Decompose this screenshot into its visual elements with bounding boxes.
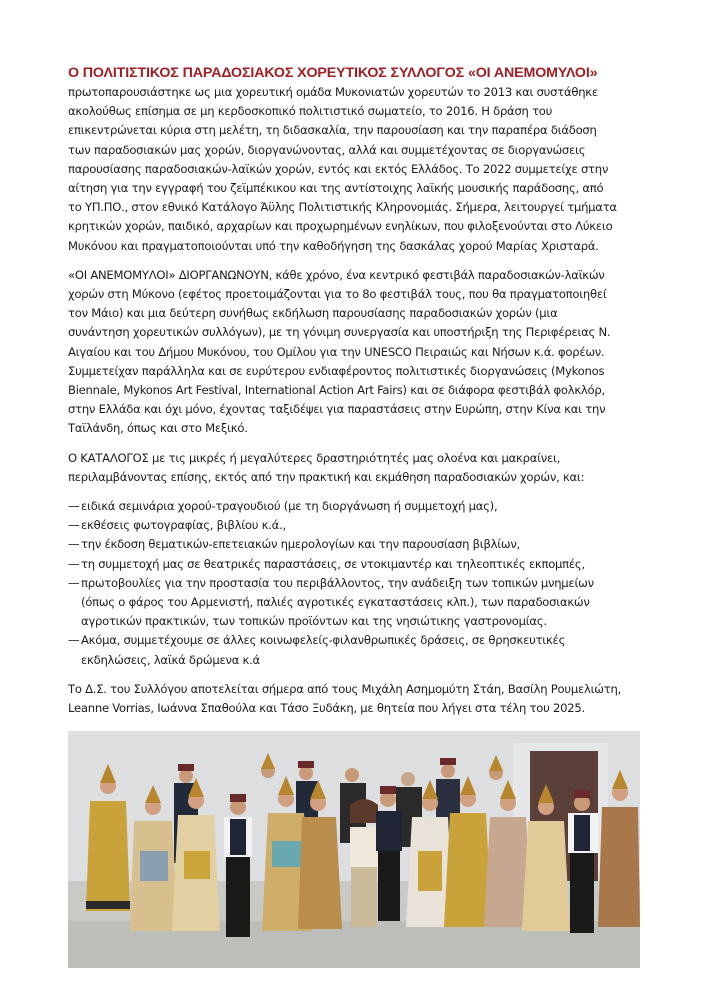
text-line: περιλαμβάνοντας επίσης, εκτός από την πρακτική και εκμάθηση παραδοσιακών χορών, και: xyxy=(68,469,585,484)
text-line: κρητικών χορών, παιδικό, αρχαρίων και προχωρημένων ενηλίκων, που φιλοξενούνται στο Λύκειο xyxy=(68,219,613,234)
text-line: «ΟΙ ΑΝΕΜΟΜΥΛΟΙ» ΔΙΟΡΓΑΝΩΝΟΥΝ, κάθε χρόνο, ένα κεντρικό φεστιβάλ παραδοσιακών-λαϊκών xyxy=(68,267,605,282)
text-line: Biennale, Mykonos Art Festival, International Action Art Fairs) και σε διάφορα φεστιβάλ φολκλόρ, xyxy=(68,383,605,398)
dash-bullet: — xyxy=(68,633,80,648)
text-line: το ΥΠ.ΠΟ., στον εθνικό Κατάλογο Άϋλης Πολιτιστικής Κληρονομιάς. Σήμερα, λειτουργεί τμήματα xyxy=(68,200,617,215)
dash-bullet: — xyxy=(68,499,80,514)
text-line: Leanne Vorrias, Ιωάννα Σπαθούλα και Τάσο Ξυδάκη, με θητεία που λήγει στα τέλη του 2025. xyxy=(68,701,585,716)
text-line: Ακόμα, συμμετέχουμε σε άλλες κοινωφελείς-φιλανθρωπικές δράσεις, σε θρησκευτικές xyxy=(81,633,566,648)
text-line: παρουσίασης παραδοσιακών-λαϊκών χορών, εντός και εκτός Ελλάδος. Το 2022 συμμετείχε στην xyxy=(68,161,609,176)
text-line: εκδηλώσεις, λαϊκά δρώμενα κ.ά xyxy=(81,652,260,667)
text-line: τη συμμετοχή μας σε θεατρικές παραστάσεις, σε ντοκιμαντέρ και τηλεοπτικές εκπομπές, xyxy=(81,556,585,571)
text-line: αγροτικών πρακτικών, των τοπικών προϊόντων και της νησιώτικης γαστρονομίας. xyxy=(81,614,547,629)
text-line: Ταϊλάνδη, όπως και στο Μεξικό. xyxy=(68,421,248,436)
text-line: την έκδοση θεματικών-επετειακών ημερολογίων και την παρουσίαση βιβλίων, xyxy=(81,537,520,552)
list-item xyxy=(68,555,648,574)
activities-list xyxy=(68,497,648,670)
text-line: ειδικά σεμινάρια χορού-τραγουδιού (με τη διοργάνωση ή συμμετοχή μας), xyxy=(81,499,498,514)
text-line: ακολούθως επίσημα σε μη κερδοσκοπικό πολιτιστικό σωματείο, το 2016. Η δράση του xyxy=(68,104,553,119)
dash-bullet: — xyxy=(68,537,80,552)
text-line: Το Δ.Σ. του Συλλόγου αποτελείται σήμερα από τους Μιχάλη Ασημομύτη Στάη, Βασίλη Ρουμελιώτη, xyxy=(68,681,622,696)
intro-paragraph xyxy=(68,83,648,256)
group-photo-illustration xyxy=(68,731,640,968)
text-line: εκθέσεις φωτογραφίας, βιβλίου κ.ά., xyxy=(81,518,286,533)
text-line: των παραδοσιακών μας χορών, διοργανώνοντας, αλλά και συμμετέχοντας σε διοργανώσεις xyxy=(68,142,586,157)
page-title: Ο ΠΟΛΙΤΙΣΤΙΚΟΣ ΠΑΡΑΔΟΣΙΑΚΟΣ ΧΟΡΕΥΤΙΚΟΣ ΣΥΛΛΟΓΟΣ «ΟΙ ΑΝΕΜΟΜΥΛΟΙ» xyxy=(68,65,598,81)
group-photo xyxy=(68,731,640,968)
text-line: Ο ΚΑΤΑΛΟΓΟΣ με τις μικρές ή μεγαλύτερες δραστηριότητές μας ολοένα και μακραίνει, xyxy=(68,450,561,465)
list-item xyxy=(68,535,648,554)
text-line: Αιγαίου και του Δήμου Μυκόνου, του Ομίλου για την UNESCO Πειραιώς και Νήσων κ.ά. φορέων. xyxy=(68,344,605,359)
catalog-paragraph xyxy=(68,449,648,487)
document-body xyxy=(68,64,648,718)
text-line: συνάντηση χορευτικών συλλόγων), με τη γόνιμη συνεργασία και υποστήριξη της Περιφέρειας Ν. xyxy=(68,325,611,340)
text-line: πρωτοβουλίες για την προστασία του περιβάλλοντος, την ανάδειξη των τοπικών μνημείων xyxy=(81,575,594,590)
text-line: τον Μάιο) και μια δεύτερη συνήθως εκδήλωση παρουσίασης παραδοσιακών χορών (μια xyxy=(68,306,558,321)
text-line: επικεντρώνεται κύρια στη μελέτη, τη διδασκαλία, την παρουσίαση και την παραπέρα διάδοση xyxy=(68,123,597,138)
list-item xyxy=(68,574,648,632)
festival-paragraph xyxy=(68,266,648,439)
text-line: πρωτοπαρουσιάστηκε ως μια χορευτική ομάδα Μυκονιατών χορευτών το 2013 και συστάθηκε xyxy=(68,85,598,99)
list-item xyxy=(68,497,648,516)
text-line: αίτηση για την εγγραφή του ζεϊμπέκικου και της αντίστοιχης λαϊκής μουσικής παράδοσης, από xyxy=(68,181,604,196)
text-line: χορών στη Μύκονο (εφέτος προετοιμάζονται για το 8ο φεστιβάλ τους, που θα πραγματοποιηθεί xyxy=(68,287,607,302)
text-line: Συμμετείχαν παράλληλα και σε ευρύτερου ενδιαφέροντος πολιτιστικές διοργανώσεις (Mykonos xyxy=(68,363,605,378)
list-item xyxy=(68,631,648,669)
list-item xyxy=(68,516,648,535)
dash-bullet: — xyxy=(68,556,80,571)
text-line: στην Ελλάδα και όχι μόνο, έχοντας ταξιδέψει για παραστάσεις στην Ευρώπη, στην Κίνα και την xyxy=(68,402,606,417)
text-line: (όπως ο φάρος του Αρμενιστή, παλιές αγροτικές εγκαταστάσεις κλπ.), των παραδοσιακών xyxy=(81,595,590,610)
text-line: Μυκόνου και πραγματοποιούνται υπό την καθοδήγηση της δασκάλας χορού Μαρίας Χρισταρά. xyxy=(68,238,599,253)
board-paragraph xyxy=(68,680,648,718)
dash-bullet: — xyxy=(68,575,80,590)
dash-bullet: — xyxy=(68,518,80,533)
